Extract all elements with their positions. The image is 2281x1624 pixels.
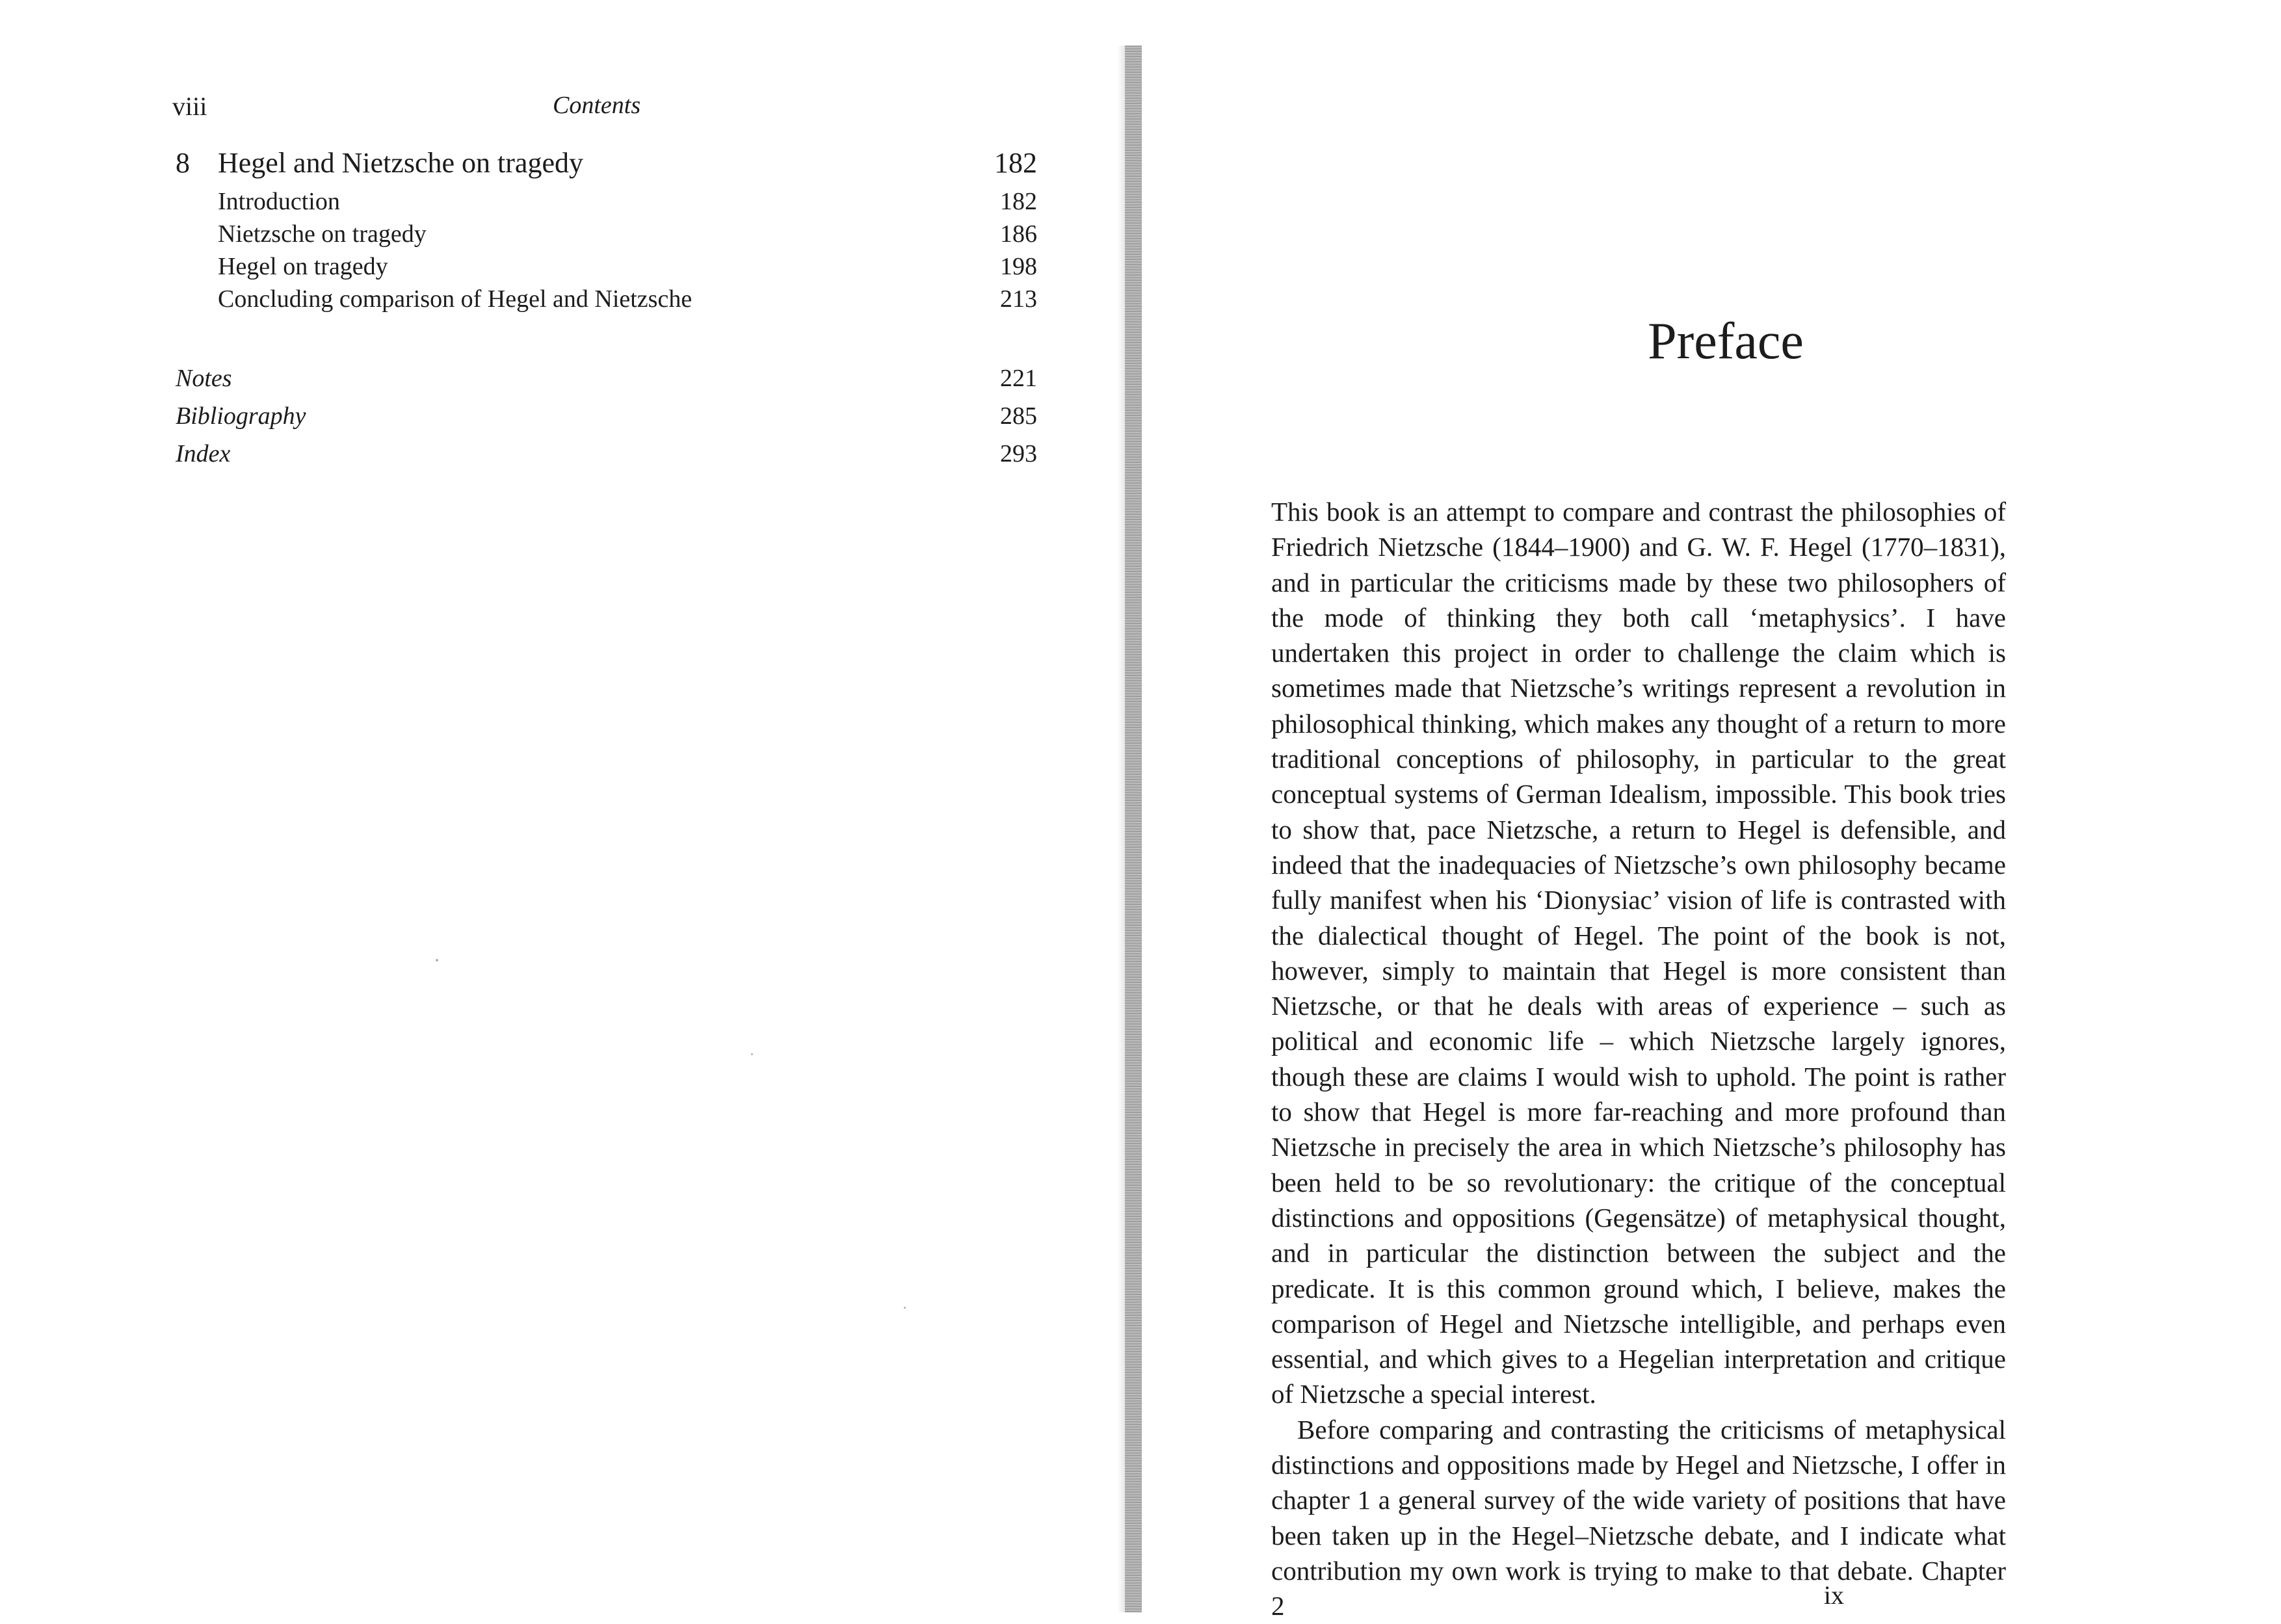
toc-section-page: 186 bbox=[1000, 220, 1037, 248]
toc-bibliography bbox=[176, 402, 1037, 439]
preface-page bbox=[1170, 0, 2281, 1621]
toc-section bbox=[218, 252, 1037, 285]
toc-notes bbox=[176, 364, 1037, 402]
toc-section-label: Nietzsche on tragedy bbox=[218, 220, 427, 248]
preface-paragraph: Before comparing and contrasting the criticisms of metaphysical distinctions and oppositions made by Hegel and Nietzsche, I offer in chapter 1 a general survey of the wide variety of positions that have been taken up in the Hegel–Nietzsche debate, and I indicate what contribution my own work is trying to make to that debate. Chapter 2 bbox=[1271, 1414, 2006, 1621]
preface-heading: Preface bbox=[1648, 313, 1804, 370]
page-number-viii: viii bbox=[172, 92, 207, 121]
toc-section-page: 213 bbox=[1000, 285, 1037, 313]
chapter-title: Hegel and Nietzsche on tragedy bbox=[218, 147, 583, 179]
toc-section-list bbox=[218, 187, 1037, 317]
toc-back-page: 285 bbox=[1000, 402, 1037, 430]
chapter-number: 8 bbox=[176, 147, 190, 179]
toc-back-page: 221 bbox=[1000, 365, 1037, 392]
toc-section bbox=[218, 187, 1037, 220]
toc-section-page: 182 bbox=[1000, 188, 1037, 215]
gutter-shadow bbox=[1117, 46, 1125, 1612]
toc-back-label: Bibliography bbox=[176, 402, 306, 430]
toc-back-label: Index bbox=[176, 440, 231, 467]
preface-body bbox=[1271, 494, 2006, 1624]
contents-page bbox=[0, 0, 1105, 1613]
toc-back-matter bbox=[176, 364, 1037, 477]
toc-section bbox=[218, 220, 1037, 252]
toc-chapter-8 bbox=[172, 146, 1037, 185]
toc-back-label: Notes bbox=[176, 365, 232, 392]
chapter-page: 182 bbox=[994, 147, 1037, 179]
scan-speck bbox=[436, 959, 438, 962]
toc-section-label: Introduction bbox=[218, 188, 340, 215]
toc-section-page: 198 bbox=[1000, 253, 1037, 280]
toc-index bbox=[176, 439, 1037, 477]
preface-paragraph: This book is an attempt to compare and contrast the philosophies of Friedrich Nietzsche (1844–1900) and G. W. F. Hegel (1770–1831), and in particular the criticisms made by these two philosophers of the mode of thinking they both call ‘metaphysics’. I have undertaken this project in order to challenge the claim which is sometimes made that Nietzsche’s writings represent a revolution in philosophical thinking, which makes any thought of a return to more traditional conceptions of philosophy, in particular to the great conceptual systems of German Idealism, impossible. This book tries to show that, pace Nietzsche, a return to Hegel is defensible, and indeed that the inadequacies of Nietzsche’s own philosophy became fully manifest when his ‘Dionysiac’ vision of life is contrasted with the dialectical thought of Hegel. The point of the book is not, however, simply to maintain that Hegel is more consistent than Nietzsche, or that he deals with areas of experience – such as political and economic life – which Nietzsche largely ignores, though these are claims I would wish to uphold. The point is rather to show that Hegel is more far-reaching and more profound than Nietzsche in precisely the area in which Nietzsche’s philosophy has been held to be so revolutionary: the critique of the conceptual distinctions and oppositions (Gegensätze) of metaphysical thought, and in particular the distinction between the subject and the predicate. It is this common ground which, I believe, makes the comparison of Hegel and Nietzsche intelligible, and perhaps even essential, and which gives to a Hegelian interpretation and critique of Nietzsche a special interest. bbox=[1271, 497, 2006, 1409]
book-gutter bbox=[1125, 46, 1142, 1612]
running-head-contents: Contents bbox=[553, 92, 641, 119]
toc-section bbox=[218, 285, 1037, 317]
scan-speck bbox=[904, 1307, 906, 1309]
toc-section-label: Concluding comparison of Hegel and Nietzsche bbox=[218, 285, 692, 313]
toc-section-label: Hegel on tragedy bbox=[218, 253, 388, 280]
toc-back-page: 293 bbox=[1000, 440, 1037, 467]
scan-speck bbox=[751, 1053, 753, 1055]
page-number-ix: ix bbox=[1823, 1580, 1844, 1610]
